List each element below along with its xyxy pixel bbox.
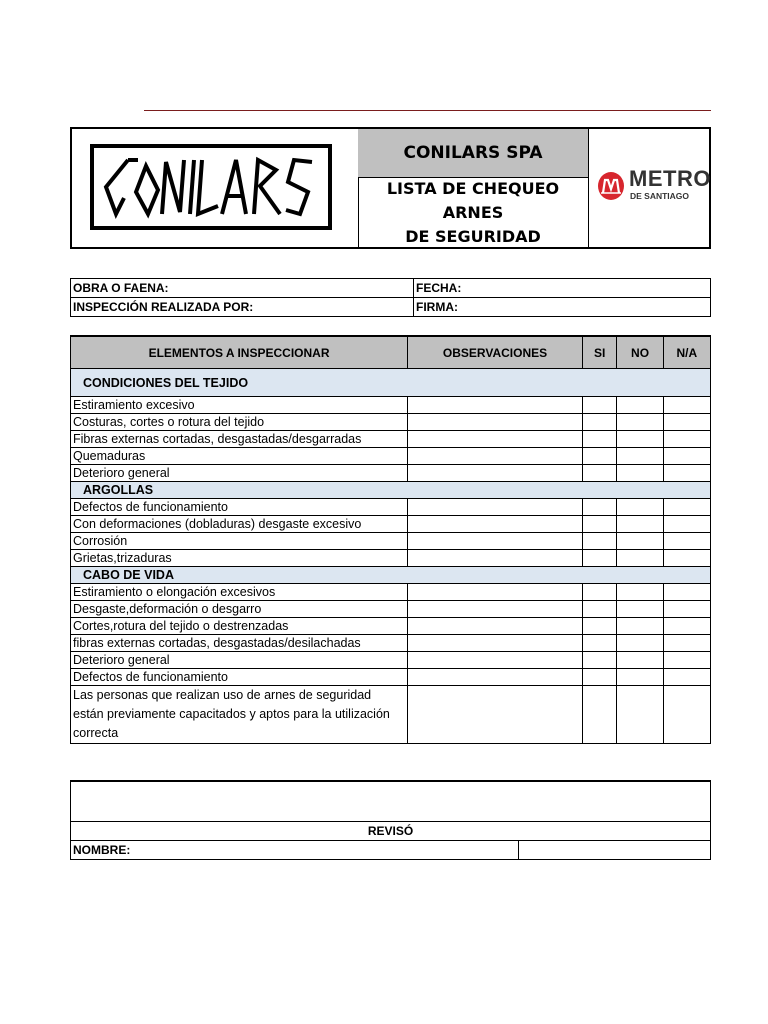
firma-label: FIRMA: [414, 298, 711, 317]
col-si: SI [582, 336, 616, 369]
checklist-row [71, 431, 711, 448]
metro-logo [597, 166, 711, 205]
reviso-label: REVISÓ [71, 822, 711, 841]
review-blank-row [71, 781, 711, 822]
checklist-row [71, 618, 711, 635]
na-cell[interactable] [663, 414, 710, 431]
checklist-row [71, 601, 711, 618]
observaciones-cell[interactable] [408, 652, 583, 669]
checklist-row [71, 550, 711, 567]
item-label: fibras externas cortadas, desgastadas/desilachadas [71, 635, 408, 652]
no-cell[interactable] [617, 414, 663, 431]
si-cell[interactable] [582, 652, 616, 669]
no-cell[interactable] [617, 397, 663, 414]
nombre-value-cell[interactable] [519, 841, 711, 860]
si-cell[interactable] [582, 431, 616, 448]
item-label: Desgaste,deformación o desgarro [71, 601, 408, 618]
si-cell[interactable] [582, 414, 616, 431]
na-cell[interactable] [663, 669, 710, 686]
col-no: NO [617, 336, 663, 369]
metro-wordmark: METRO [629, 166, 711, 191]
metro-symbol-icon [597, 171, 625, 201]
review-blank-cell[interactable] [71, 781, 711, 822]
si-cell[interactable] [582, 601, 616, 618]
na-cell[interactable] [663, 635, 710, 652]
item-label: Grietas,trizaduras [71, 550, 408, 567]
observaciones-cell[interactable] [408, 465, 583, 482]
item-label: Costuras, cortes o rotura del tejido [71, 414, 408, 431]
observaciones-cell[interactable] [408, 686, 583, 744]
observaciones-cell[interactable] [408, 533, 583, 550]
observaciones-cell[interactable] [408, 635, 583, 652]
na-cell[interactable] [663, 584, 710, 601]
si-cell[interactable] [582, 618, 616, 635]
observaciones-cell[interactable] [408, 669, 583, 686]
observaciones-cell[interactable] [408, 499, 583, 516]
item-label: Corrosión [71, 533, 408, 550]
checklist-row [71, 669, 711, 686]
si-cell[interactable] [582, 686, 616, 744]
item-label: Las personas que realizan uso de arnes de seguridad están previamente capacitados y aptos para la utilización correcta [71, 686, 408, 744]
nombre-label: NOMBRE: [71, 841, 519, 860]
observaciones-cell[interactable] [408, 584, 583, 601]
document-header [70, 127, 711, 249]
no-cell[interactable] [617, 448, 663, 465]
no-cell[interactable] [617, 601, 663, 618]
item-label: Estiramiento o elongación excesivos [71, 584, 408, 601]
checklist-row [71, 499, 711, 516]
no-cell[interactable] [617, 550, 663, 567]
no-cell[interactable] [617, 669, 663, 686]
col-elementos: ELEMENTOS A INSPECCIONAR [71, 336, 408, 369]
no-cell[interactable] [617, 431, 663, 448]
si-cell[interactable] [582, 516, 616, 533]
checklist-row [71, 533, 711, 550]
metro-subtitle: DE SANTIAGO [630, 191, 690, 201]
observaciones-cell[interactable] [408, 431, 583, 448]
observaciones-cell[interactable] [408, 414, 583, 431]
item-label: Deterioro general [71, 652, 408, 669]
si-cell[interactable] [582, 584, 616, 601]
no-cell[interactable] [617, 533, 663, 550]
metro-logo-cell [588, 129, 710, 247]
item-label: Estiramiento excesivo [71, 397, 408, 414]
title-line-1: LISTA DE CHEQUEO ARNES [386, 178, 560, 222]
observaciones-cell[interactable] [408, 601, 583, 618]
item-label: Quemaduras [71, 448, 408, 465]
na-cell[interactable] [663, 686, 710, 744]
item-label: Con deformaciones (dobladuras) desgaste excesivo [71, 516, 408, 533]
checklist-row [71, 635, 711, 652]
si-cell[interactable] [582, 397, 616, 414]
checklist-row [71, 448, 711, 465]
observaciones-cell[interactable] [408, 618, 583, 635]
si-cell[interactable] [582, 550, 616, 567]
checklist-table [70, 335, 711, 744]
na-cell[interactable] [663, 397, 710, 414]
no-cell[interactable] [617, 584, 663, 601]
na-cell[interactable] [663, 431, 710, 448]
na-cell[interactable] [663, 652, 710, 669]
no-cell[interactable] [617, 618, 663, 635]
fecha-label: FECHA: [414, 279, 711, 298]
na-cell[interactable] [663, 618, 710, 635]
na-cell[interactable] [663, 601, 710, 618]
si-cell[interactable] [582, 465, 616, 482]
checklist-row [71, 686, 711, 744]
observaciones-cell[interactable] [408, 448, 583, 465]
no-cell[interactable] [617, 652, 663, 669]
si-cell[interactable] [582, 669, 616, 686]
info-table [70, 278, 711, 317]
na-cell[interactable] [663, 465, 710, 482]
checklist-row [71, 652, 711, 669]
section-title: ARGOLLAS [71, 482, 711, 499]
item-label: Defectos de funcionamiento [71, 669, 408, 686]
obra-label: OBRA O FAENA: [71, 279, 414, 298]
no-cell[interactable] [617, 635, 663, 652]
na-cell[interactable] [663, 550, 710, 567]
review-name-row [71, 841, 711, 860]
no-cell[interactable] [617, 465, 663, 482]
document-title [358, 178, 588, 247]
na-cell[interactable] [663, 499, 710, 516]
na-cell[interactable] [663, 448, 710, 465]
item-label: Fibras externas cortadas, desgastadas/desgarradas [71, 431, 408, 448]
section-title: CABO DE VIDA [71, 567, 711, 584]
si-cell[interactable] [582, 533, 616, 550]
checklist-header-row [71, 336, 711, 369]
conilars-logo-cell [72, 129, 359, 247]
no-cell[interactable] [617, 499, 663, 516]
section-row [71, 482, 711, 499]
na-cell[interactable] [663, 516, 710, 533]
observaciones-cell[interactable] [408, 397, 583, 414]
si-cell[interactable] [582, 635, 616, 652]
review-table [70, 780, 711, 860]
item-label: Cortes,rotura del tejido o destrenzadas [71, 618, 408, 635]
conilars-logo [90, 144, 332, 230]
si-cell[interactable] [582, 499, 616, 516]
top-rule [144, 110, 711, 111]
checklist-row [71, 397, 711, 414]
inspeccion-label: INSPECCIÓN REALIZADA POR: [71, 298, 414, 317]
checklist-row [71, 465, 711, 482]
checklist-row [71, 414, 711, 431]
company-name: CONILARS SPA [358, 129, 588, 178]
title-line-2: DE SEGURIDAD [405, 226, 541, 246]
item-label: Deterioro general [71, 465, 408, 482]
section-row [71, 369, 711, 397]
observaciones-cell[interactable] [408, 516, 583, 533]
col-na: N/A [663, 336, 710, 369]
col-observaciones: OBSERVACIONES [408, 336, 583, 369]
no-cell[interactable] [617, 686, 663, 744]
conilars-logo-graphic [98, 152, 324, 222]
item-label: Defectos de funcionamiento [71, 499, 408, 516]
na-cell[interactable] [663, 533, 710, 550]
checklist-row [71, 584, 711, 601]
section-row [71, 567, 711, 584]
review-title-row [71, 822, 711, 841]
observaciones-cell[interactable] [408, 550, 583, 567]
section-title: CONDICIONES DEL TEJIDO [71, 369, 711, 397]
checklist-row [71, 516, 711, 533]
si-cell[interactable] [582, 448, 616, 465]
no-cell[interactable] [617, 516, 663, 533]
